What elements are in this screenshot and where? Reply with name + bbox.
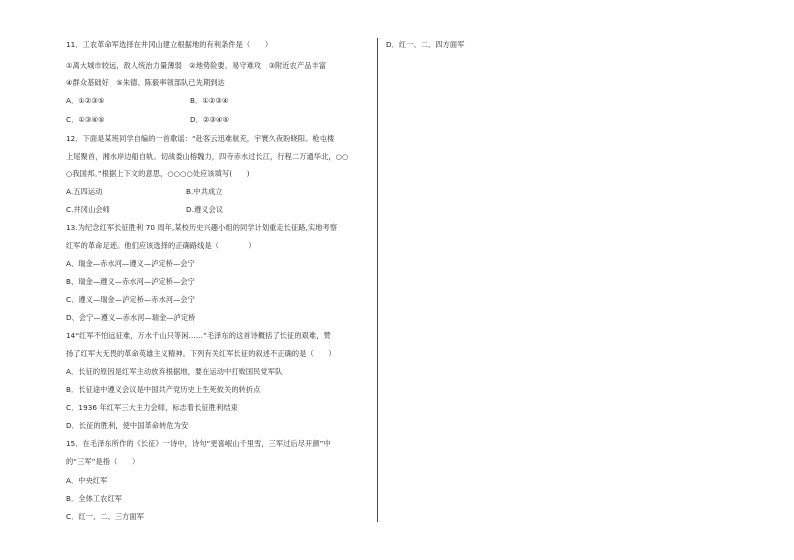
question-11-conditions-line-2: ④群众基础好 ⑤朱德、陈毅率领部队已先期到达 <box>66 78 225 87</box>
question-15-option-d: D．红一、二、四方面军 <box>386 40 465 49</box>
question-14-option-d: D．长征的胜利，使中国革命转危为安 <box>66 421 189 430</box>
question-13-option-b: B、瑞金—遵义—赤水河—泸定桥—会宁 <box>66 277 195 286</box>
question-15-option-a: A．中央红军 <box>66 476 108 485</box>
question-12-line-2: 上尾聚首，湘水岸边船自轨。切战娄山榕魏力，四寺赤水过长江，行程二万通华北，○○ <box>66 152 349 161</box>
question-11-option-b: B．①②③④ <box>190 96 229 105</box>
question-13-option-c: C、遵义—瑞金—泸定桥—赤水河—会宁 <box>66 295 196 304</box>
question-12-line-3: ○我国邦。”根据上下文的意思，○○○○处应该填写( ) <box>66 169 250 178</box>
question-15-line-1: 15．在毛泽东所作的《长征》一诗中，诗句“更喜岷山千里雪，三军过后尽开颜”中 <box>66 439 331 448</box>
question-11-option-d: D．②③④⑤ <box>190 115 230 124</box>
question-13-line-2: 红军的革命足迹。他们应该选择的正确路线是（ ） <box>66 241 256 250</box>
question-15-option-b: B．全体工农红军 <box>66 494 123 503</box>
question-13-option-a: A、瑞金—赤水河—遵义—泸定桥—会宁 <box>66 259 195 268</box>
question-11-stem: 11．工农革命军选择在井冈山建立根据地的有利条件是（ ） <box>66 40 273 49</box>
question-14-line-1: 14“红军不怕远征难，万水千山只等闲……”毛泽东的这首诗概括了长征的艰难，赞 <box>66 331 331 340</box>
question-13-line-1: 13.为纪念红军长征胜利 70 周年,某校历史兴趣小组的同学计划重走长征路,实地考察 <box>66 223 338 232</box>
question-12-option-d: D.遵义会议 <box>186 205 224 214</box>
question-15-line-2: 的“三军”是指（ ） <box>66 457 140 466</box>
question-12-option-c: C.井冈山会师 <box>66 205 110 214</box>
question-11-option-a: A．①②③⑤ <box>66 96 105 105</box>
column-divider <box>377 38 378 522</box>
question-13-option-d: D、会宁—遵义—赤水河—瑞金—泸定桥 <box>66 313 196 322</box>
question-14-option-b: B．长征途中遵义会议是中国共产党历史上生死攸关的转折点 <box>66 385 261 394</box>
question-15-option-c: C．红一、二、三方面军 <box>66 512 144 521</box>
question-12-line-1: 12．下面是某班同学自编的一首歌谣：“赴客云迅难航充，宇寰久夜盼晓阳。枪屯楼 <box>66 134 335 143</box>
question-14-option-c: C．1936 年红军三大主力会师，标志着长征胜利结束 <box>66 403 238 412</box>
question-14-line-2: 扬了红军大无畏的革命英雄主义精神。下列有关红军长征的叙述不正确的是（ ） <box>66 349 336 358</box>
question-12-option-a: A.五四运动 <box>66 187 103 196</box>
question-12-option-b: B.中共成立 <box>186 187 223 196</box>
question-14-option-a: A．长征的原因是红军主动放弃根据地，要在运动中打败国民党军队 <box>66 367 283 376</box>
question-11-conditions-line-1: ①离大城市较远，敌人统治力量薄弱 ②地势险要，易守难攻 ③附近农产品丰富 <box>66 61 327 70</box>
question-11-option-c: C．①③④⑤ <box>66 115 105 124</box>
